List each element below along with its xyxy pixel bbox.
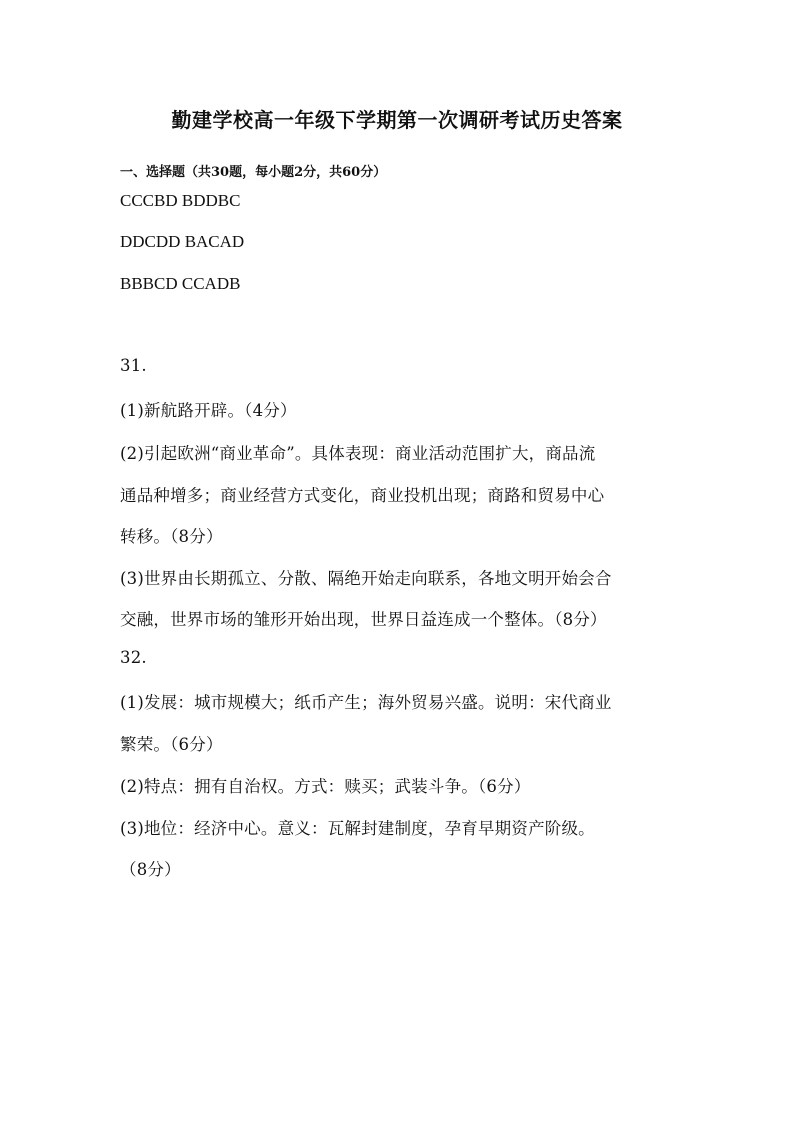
question-32-number: 32. [120, 648, 147, 667]
question-32-answer-3-line-1: (3)地位：经济中心。意义：瓦解封建制度，孕育早期资产阶级。 [120, 819, 595, 838]
question-32-answer-3-line-2: （8分） [120, 860, 181, 879]
question-31-number: 31. [120, 356, 147, 375]
question-32-answer-1-line-1: (1)发展：城市规模大；纸币产生；海外贸易兴盛。说明：宋代商业 [120, 693, 612, 712]
question-31-answer-2-line-2: 通品种增多；商业经营方式变化，商业投机出现；商路和贸易中心 [120, 486, 605, 505]
question-31-answer-1: (1)新航路开辟。（4分） [120, 401, 297, 420]
question-32-answer-2: (2)特点：拥有自治权。方式：赎买；武装斗争。（6分） [120, 777, 531, 796]
question-31-answer-2-line-3: 转移。（8分） [120, 527, 223, 546]
mc-answer-row-1: CCCBD BDDBC [120, 191, 241, 210]
section-heading-multiple-choice: 一、选择题（共30题，每小题2分，共60分） [120, 165, 387, 180]
question-32-answer-1-line-2: 繁荣。（6分） [120, 735, 223, 754]
document-title: 勤建学校高一年级下学期第一次调研考试历史答案 [171, 108, 623, 132]
question-31-answer-3-line-2: 交融，世界市场的雏形开始出现，世界日益连成一个整体。（8分） [120, 610, 607, 629]
question-31-answer-3-line-1: (3)世界由长期孤立、分散、隔绝开始走向联系，各地文明开始会合 [120, 569, 612, 588]
mc-answer-row-3: BBBCD CCADB [120, 274, 241, 293]
mc-answer-row-2: DDCDD BACAD [120, 232, 245, 251]
question-31-answer-2-line-1: (2)引起欧洲“商业革命”。具体表现：商业活动范围扩大，商品流 [120, 444, 596, 463]
